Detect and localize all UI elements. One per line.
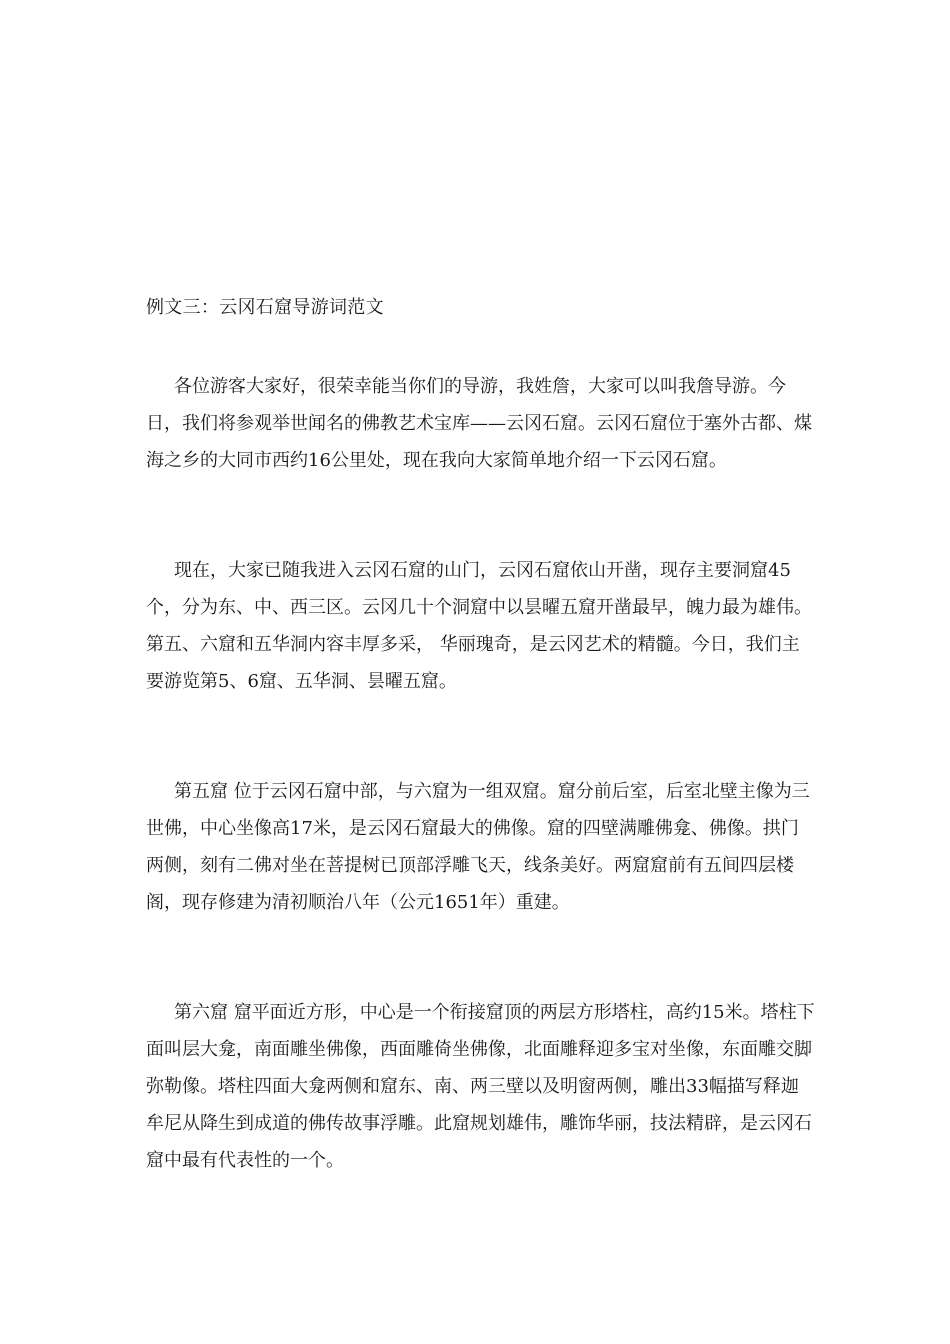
paragraph-text: 第五窟 位于云冈石窟中部，与六窟为一组双窟。窟分前后室，后室北壁主像为三世佛，中心坐像高17米，是云冈石窟最大的佛像。窟的四壁满雕佛龛、佛像。拱门两侧，刻有二佛对坐在菩提树已顶部浮雕飞天，线条美好。两窟窟前有五间四层楼阁，现存修建为清初顺治八年（公元1651年）重建。 bbox=[146, 781, 810, 913]
document-body bbox=[146, 292, 816, 1179]
paragraph-text: 第六窟 窟平面近方形，中心是一个衔接窟顶的两层方形塔柱，高约15米。塔柱下面叫层大龛，南面雕坐佛像，西面雕倚坐佛像，北面雕释迎多宝对坐像，东面雕交脚弥勒像。塔柱四面大龛两侧和窟东、南、两三壁以及明窗两侧，雕出33幅描写释迦牟尼从降生到成道的佛传故事浮雕。此窟规划雄伟，雕饰华丽，技法精辟，是云冈石窟中最有代表性的一个。 bbox=[146, 1002, 815, 1171]
paragraph-overview bbox=[146, 552, 816, 700]
paragraph-text: 现在，大家已随我进入云冈石窟的山门，云冈石窟依山开凿，现存主要洞窟45个，分为东、中、西三区。云冈几十个洞窟中以昙曜五窟开凿最早，魄力最为雄伟。第五、六窟和五华洞内容丰厚多采， 华丽瑰奇，是云冈艺术的精髓。今日，我们主要游览第5、6窟、五华洞、昙曜五窟。 bbox=[146, 560, 812, 692]
paragraph-intro bbox=[146, 368, 816, 479]
document-title: 例文三：云冈石窟导游词范文 bbox=[146, 297, 384, 318]
paragraph-cave-six bbox=[146, 994, 816, 1179]
paragraph-cave-five bbox=[146, 773, 816, 921]
paragraph-text: 各位游客大家好，很荣幸能当你们的导游，我姓詹，大家可以叫我詹导游。今日，我们将参观举世闻名的佛教艺术宝库——云冈石窟。云冈石窟位于塞外古都、煤海之乡的大同市西约16公里处，现在我向大家简单地介绍一下云冈石窟。 bbox=[146, 376, 812, 471]
